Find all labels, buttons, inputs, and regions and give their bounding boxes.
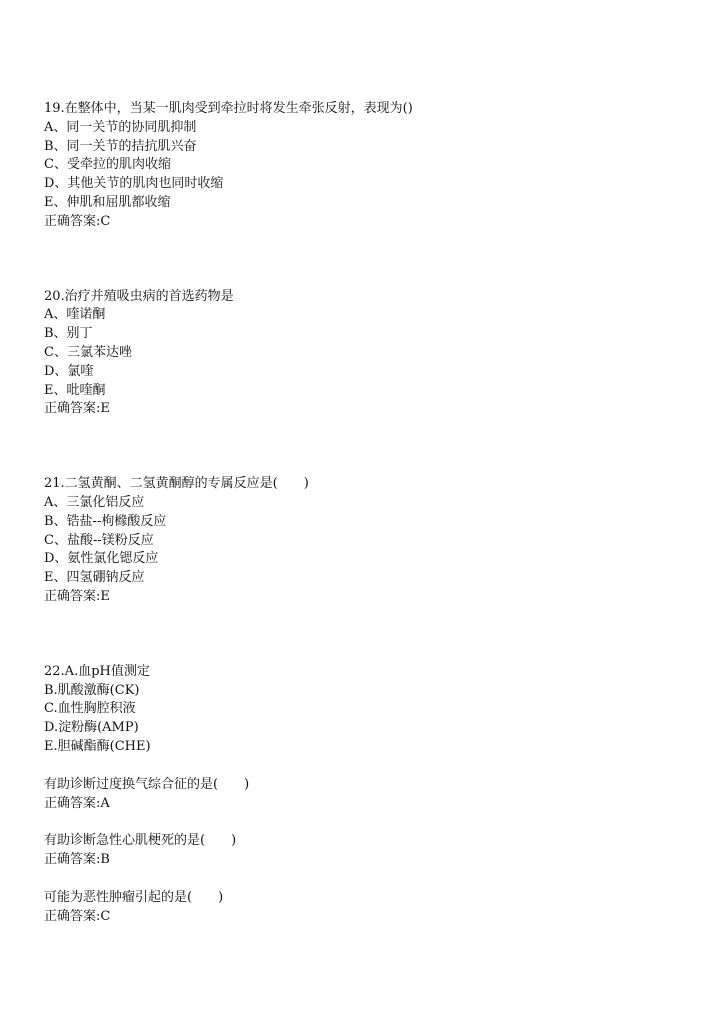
correct-answer: 正确答案:E (44, 588, 110, 604)
question-stem: 20.治疗并殖吸虫病的首选药物是 (44, 288, 234, 304)
option-e: E、吡喹酮 (44, 382, 106, 398)
option-c: C.血性胸腔积液 (44, 701, 136, 717)
option-d: D.淀粉酶(AMP) (44, 720, 139, 736)
option-a: A、同一关节的协同肌抑制 (44, 119, 197, 135)
option-b: B.肌酸激酶(CK) (44, 682, 140, 698)
option-d: D、氯喹 (44, 363, 94, 379)
option-d: D、氨性氯化锶反应 (44, 551, 159, 567)
sub-question-stem: 有助诊断急性心肌梗死的是( ) (44, 833, 237, 849)
option-b: B、同一关节的拮抗肌兴奋 (44, 138, 197, 154)
question-22 (44, 663, 684, 927)
document-page (44, 100, 684, 927)
correct-answer: 正确答案:C (44, 908, 111, 924)
sub-question-stem: 有助诊断过度换气综合征的是( ) (44, 776, 250, 792)
question-stem: 19.在整体中，当某一肌肉受到牵拉时将发生牵张反射，表现为() (44, 101, 413, 116)
question-stem: 21.二氢黄酮、二氢黄酮醇的专属反应是( ) (44, 476, 309, 492)
sub-question-stem: 可能为恶性肿瘤引起的是( ) (44, 889, 224, 905)
option-b: B、别丁 (44, 326, 93, 342)
sub-question-2 (44, 832, 684, 870)
question-21 (44, 475, 684, 607)
option-c: C、三氯苯达唑 (44, 344, 132, 360)
option-b: B、锆盐--枸橼酸反应 (44, 513, 167, 529)
sub-question-3 (44, 889, 684, 927)
correct-answer: 正确答案:E (44, 401, 110, 417)
question-19 (44, 100, 684, 232)
correct-answer: 正确答案:C (44, 213, 111, 229)
correct-answer: 正确答案:B (44, 852, 110, 868)
option-e: E、四氢硼钠反应 (44, 570, 145, 586)
option-a: A、三氯化铝反应 (44, 494, 145, 510)
option-a: A、喹诺酮 (44, 307, 106, 323)
option-d: D、其他关节的肌肉也同时收缩 (44, 176, 224, 192)
option-e: E.胆碱酯酶(CHE) (44, 738, 151, 754)
sub-question-1 (44, 776, 684, 814)
correct-answer: 正确答案:A (44, 795, 110, 811)
question-20 (44, 288, 684, 420)
option-e: E、伸肌和屈肌都收缩 (44, 194, 171, 210)
option-c: C、盐酸--镁粉反应 (44, 532, 154, 548)
option-a: 22.A.血pH值测定 (44, 663, 150, 679)
option-c: C、受牵拉的肌肉收缩 (44, 157, 171, 173)
